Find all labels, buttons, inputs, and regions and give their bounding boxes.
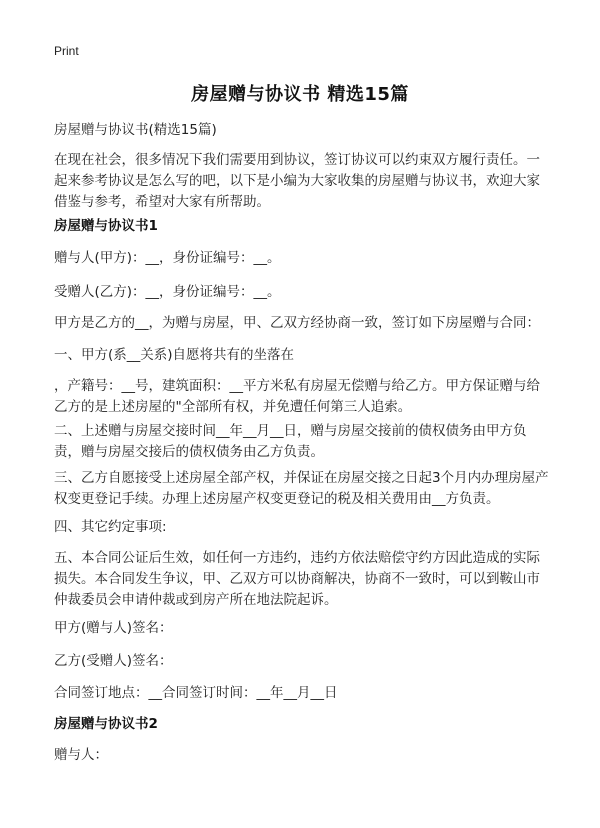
clause-3 — [54, 468, 550, 510]
intro-text: 在现在社会，很多情况下我们需要用到协议，签订协议可以约束双方履行责任。一起来参考协议是怎么写的吧，以下是小编为大家收集的房屋赠与协议书，欢迎大家借鉴与参考，希望对大家有所帮助。 — [54, 152, 540, 210]
clause-1b — [54, 376, 550, 418]
sign-place-text: 合同签订地点：__合同签订时间：__年__月__日 — [54, 685, 338, 701]
subtitle-text: 房屋赠与协议书(精选15篇) — [54, 122, 217, 138]
signature-a — [54, 618, 550, 639]
intro-paragraph — [54, 150, 550, 213]
clause-1a-text: 一、甲方(系__关系)自愿将共有的坐落在 — [54, 347, 295, 363]
clause-2-text: 二、上述赠与房屋交接时间__年__月__日，赠与房屋交接前的债权债务由甲方负责，赠与房屋交接后的债权债务由乙方负责。 — [54, 423, 527, 460]
print-label[interactable]: Print — [54, 44, 79, 58]
clause-5-text: 五、本合同公证后生效，如任何一方违约，违约方依法赔偿守约方因此造成的实际损失。本合同发生争议，甲、乙双方可以协商解决，协商不一致时，可以到鞍山市仲裁委员会申请仲裁或到房产所在地法院起诉。 — [54, 550, 540, 608]
clause-3-text: 三、乙方自愿接受上述房屋全部产权，并保证在房屋交接之日起3个月内办理房屋产权变更登记手续。办理上述房屋产权变更登记的税及相关费用由__方负责。 — [54, 470, 549, 507]
section2-donor-text: 赠与人： — [54, 747, 108, 763]
clause-4-text: 四、其它约定事项: — [54, 519, 167, 535]
section2-heading — [54, 714, 550, 735]
preamble-text: 甲方是乙方的__，为赠与房屋，甲、乙双方经协商一致，签订如下房屋赠与合同： — [54, 315, 540, 331]
signature-b-text: 乙方(受赠人)签名： — [54, 653, 173, 669]
sign-place-time — [54, 683, 550, 704]
donor-line — [54, 248, 550, 269]
signature-a-text: 甲方(赠与人)签名： — [54, 620, 173, 636]
clause-1a — [54, 345, 550, 366]
section1-heading — [54, 216, 550, 237]
signature-b — [54, 651, 550, 672]
clause-4 — [54, 517, 550, 538]
section-heading: 房屋赠与协议书1 — [54, 218, 158, 234]
doc-subtitle — [54, 120, 550, 141]
preamble — [54, 313, 550, 334]
donee-line — [54, 282, 550, 303]
donee-text: 受赠人(乙方)：__，身份证编号：__。 — [54, 284, 281, 300]
donor-text: 赠与人(甲方)：__，身份证编号：__。 — [54, 250, 281, 266]
section2-donor-line — [54, 745, 550, 766]
section-heading: 房屋赠与协议书2 — [54, 716, 158, 732]
clause-1b-text: ，产籍号：__号，建筑面积：__平方米私有房屋无偿赠与给乙方。甲方保证赠与给乙方的是上述房屋的"全部所有权，并免遭任何第三人追索。 — [54, 378, 540, 415]
page-title: 房屋赠与协议书 精选15篇 — [191, 84, 409, 105]
clause-5 — [54, 548, 550, 611]
clause-2 — [54, 421, 550, 463]
